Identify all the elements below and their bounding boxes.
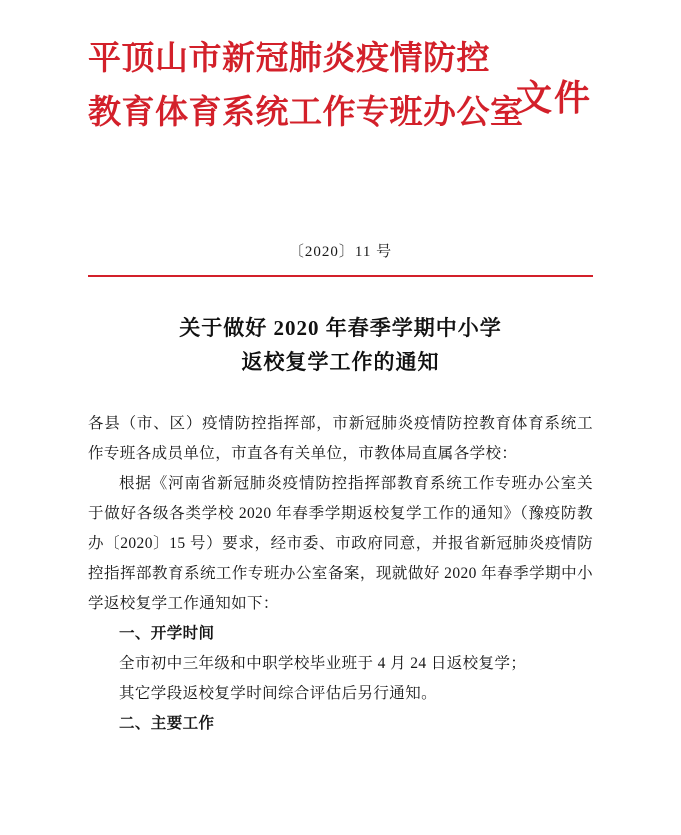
document-body — [88, 409, 593, 739]
paragraph-section-one-item1: 全市初中三年级和中职学校毕业班于 4 月 24 日返校复学； — [119, 655, 527, 672]
document-title-line-2: 返校复学工作的通知 — [241, 350, 440, 374]
document-type-word: 文件 — [516, 78, 593, 118]
paragraph-section-one-item2: 其它学段返校复学时间综合评估后另行通知。 — [119, 685, 438, 702]
document-title — [88, 311, 593, 379]
paragraph-section-two-heading: 二、主要工作 — [119, 715, 215, 732]
document-number: 〔2020〕11 号 — [288, 244, 393, 260]
paragraph-basis: 根据《河南省新冠肺炎疫情防控指挥部教育系统工作专班办公室关于做好各级各类学校 2020 年春季学期返校复学工作的通知》（豫疫防教办〔2020〕15 号）要求，经市委、市政府同意，并报省新冠肺炎疫情防控指挥部教育系统工作专班办公室备案，现就做好 2020 年春季学期中小学返校复学工作通知如下： — [88, 475, 593, 612]
document-title-line-1: 关于做好 2020 年春季学期中小学 — [179, 316, 502, 340]
paragraph-recipients: 各县（市、区）疫情防控指挥部，市新冠肺炎疫情防控教育体育系统工作专班各成员单位，市直各有关单位，市教体局直属各学校： — [88, 415, 593, 462]
issuing-organization — [88, 32, 524, 140]
paragraph-section-one-heading: 一、开学时间 — [119, 625, 215, 642]
issuing-organization-line-2: 教育体育系统工作专班办公室 — [88, 95, 524, 131]
red-divider-rule — [88, 275, 593, 277]
issuing-organization-line-1: 平顶山市新冠肺炎疫情防控 — [88, 41, 490, 77]
document-page — [0, 32, 681, 835]
masthead — [88, 32, 593, 182]
